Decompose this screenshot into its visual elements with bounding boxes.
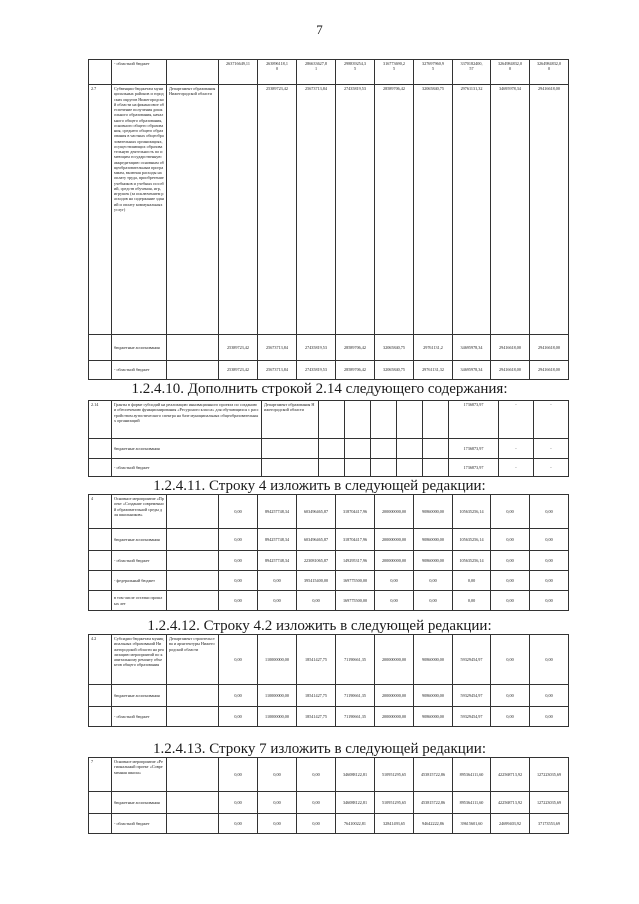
row-name: Основное мероприятие «Региональный проект «Современная школа» <box>112 758 167 792</box>
cell: 71190661,35 <box>336 685 375 707</box>
row-executor <box>167 495 219 529</box>
cell: 110000000,00 <box>258 685 297 707</box>
cell: 0,00 <box>530 495 569 529</box>
cell <box>262 459 319 477</box>
cell: 510951295,65 <box>375 792 414 814</box>
row-executor <box>167 529 219 551</box>
cell: 169775500,00 <box>336 571 375 591</box>
page-number: 7 <box>316 22 323 37</box>
cell: 1736873,97 <box>449 401 499 439</box>
cell <box>371 459 397 477</box>
cell: 0,00 <box>453 591 491 611</box>
row-name: Гранты в форме субсидий на реализацию инновационного проекта по созданию и обеспечению функционирования «Ресурсного класса» для обучающихся с расстройством аутистического спектра на базе муниципальных общеобразовательных организаций <box>112 401 262 439</box>
cell: 127223035,69 <box>530 792 569 814</box>
cell: 169775500,00 <box>336 591 375 611</box>
row-executor <box>167 551 219 571</box>
cell: 29416618,00 <box>530 361 569 380</box>
cell: 25673713,84 <box>258 335 297 361</box>
cell: 28589706,42 <box>336 335 375 361</box>
cell: 0,00 <box>375 571 414 591</box>
cell: 263896118,1 0 <box>258 60 297 85</box>
row-number <box>89 792 112 814</box>
cell: 24699403,92 <box>491 814 530 834</box>
cell: 105635256,14 <box>453 551 491 571</box>
cell: 105635256,14 <box>453 495 491 529</box>
cell: 29761131,32 <box>453 85 491 335</box>
cell: 0,00 <box>297 758 336 792</box>
cell: 25389723,42 <box>219 361 258 380</box>
table-row-4 <box>88 494 569 611</box>
cell: - <box>499 459 534 477</box>
cell: 29416618,00 <box>491 335 530 361</box>
cell: 25673713,84 <box>297 85 336 335</box>
cell: 298839254,3 5 <box>336 60 375 85</box>
cell: 90860000,00 <box>414 551 453 571</box>
cell: 0,00 <box>530 707 569 727</box>
cell: 28589706,42 <box>375 85 414 335</box>
cell: 71190661,35 <box>336 707 375 727</box>
cell: 0,00 <box>258 758 297 792</box>
cell: 0,00 <box>219 635 258 685</box>
cell <box>167 361 219 380</box>
row-executor <box>167 792 219 814</box>
cell: 510951295,65 <box>375 758 414 792</box>
cell: 0,00 <box>219 571 258 591</box>
cell: 0,00 <box>414 591 453 611</box>
cell: 0,00 <box>530 529 569 551</box>
row-executor: Департамент образования Нижегородской области <box>262 401 319 439</box>
row-number <box>89 591 112 611</box>
cell: 37173553,69 <box>530 814 569 834</box>
cell: 18541427,75 <box>297 707 336 727</box>
row-number <box>89 551 112 571</box>
cell <box>319 439 345 459</box>
cell <box>345 401 371 439</box>
row-executor <box>167 685 219 707</box>
cell: 34695978,34 <box>453 361 491 380</box>
cell: 90860000,00 <box>414 635 453 685</box>
cell: 0,00 <box>258 571 297 591</box>
section-heading-1-2-4-13: 1.2.4.13. Строку 7 изложить в следующей редакции: <box>152 741 487 757</box>
cell: 346088122,81 <box>336 792 375 814</box>
cell: 0,00 <box>219 758 258 792</box>
cell: 90860000,00 <box>414 685 453 707</box>
cell <box>89 361 112 380</box>
cell: 0,00 <box>219 707 258 727</box>
cell: 395415400,00 <box>297 571 336 591</box>
cell: 32065840,75 <box>375 361 414 380</box>
cell: 25673713,84 <box>258 361 297 380</box>
cell: 59329454,97 <box>453 685 491 707</box>
cell <box>423 401 449 439</box>
row-name: Субсидии бюджетам муниципальных образований Нижегородской области на реализацию мероприятий по капитальному ремонту объектов общего образования <box>112 635 167 685</box>
cell <box>89 439 112 459</box>
cell: 223081065,87 <box>297 551 336 571</box>
cell: 90860000,00 <box>414 495 453 529</box>
cell: 286633627,8 1 <box>297 60 336 85</box>
cell: - <box>534 439 569 459</box>
cell: 0,00 <box>491 529 530 551</box>
cell: 0,00 <box>297 792 336 814</box>
row-executor: Департамент строительства и архитектуры Нижегородской области <box>167 635 219 685</box>
cell: 603496465,87 <box>297 529 336 551</box>
cell: 149295317,96 <box>336 551 375 571</box>
cell: 0,00 <box>219 814 258 834</box>
row-number <box>89 814 112 834</box>
cell: 0,00 <box>258 814 297 834</box>
cell: 29761131,2 <box>414 335 453 361</box>
row-name: бюджетные ассигнования <box>112 685 167 707</box>
cell: 59329454,97 <box>453 635 491 685</box>
cell: 0,00 <box>491 495 530 529</box>
cell: - <box>534 401 569 439</box>
cell <box>423 459 449 477</box>
cell: 200000000,00 <box>375 551 414 571</box>
cell: 0,00 <box>297 814 336 834</box>
cell: 0,00 <box>219 591 258 611</box>
cell <box>371 439 397 459</box>
cell: 59329454,97 <box>453 707 491 727</box>
cell: 28589706,42 <box>336 361 375 380</box>
cell: 0,00 <box>258 792 297 814</box>
cell: 90860000,00 <box>414 529 453 551</box>
cell: 0,00 <box>375 591 414 611</box>
cell: 0,00 <box>491 707 530 727</box>
cell: 29416618,00 <box>491 361 530 380</box>
row-name: бюджетные ассигнования <box>112 529 167 551</box>
cell: 895364111,60 <box>453 758 491 792</box>
cell: 127223035,69 <box>530 758 569 792</box>
row-name: бюджетные ассигнования <box>112 792 167 814</box>
row-name: Субвенции бюджетам муниципальных районов и городских округов Нижегородской области на финансовое обеспечение получения дошкольного образования, начального общего образования, основного общего образования, среднего общего образования в частных общеобразовательных организациях, осуществляющих образовательную деятельность по имеющим государственную аккредитацию основным общеобразовательным программам, включая расходы на оплату труда, приобретение учебников и учебных пособий, средств обучения, игр, игрушек (за исключением расходов на содержание зданий и оплату коммунальных услуг) <box>112 85 167 335</box>
cell <box>397 459 423 477</box>
cell: 894257748,34 <box>258 495 297 529</box>
cell: - областной бюджет <box>112 459 262 477</box>
row-number: 2.14 <box>89 401 112 439</box>
cell: 34695978,34 <box>453 335 491 361</box>
cell: 263716649,11 <box>219 60 258 85</box>
cell: - областной бюджет <box>112 60 167 85</box>
row-executor <box>167 707 219 727</box>
cell: 94642222,86 <box>414 814 453 834</box>
cell: 0,00 <box>219 529 258 551</box>
cell: 32841493,65 <box>375 814 414 834</box>
cell: 3264984832,0 0 <box>530 60 569 85</box>
row-executor <box>167 758 219 792</box>
cell: 18541427,75 <box>297 685 336 707</box>
cell: 39615601,60 <box>453 814 491 834</box>
cell: 316773690,2 5 <box>375 60 414 85</box>
cell: 453815722,86 <box>414 758 453 792</box>
table-row-2-7 <box>88 59 569 380</box>
cell: - <box>534 459 569 477</box>
cell: 0,00 <box>491 685 530 707</box>
cell: бюджетные ассигнования <box>112 439 262 459</box>
cell: 422568713,92 <box>491 758 530 792</box>
cell: 327697960,9 5 <box>414 60 453 85</box>
section-heading-1-2-4-10: 1.2.4.10. Дополнить строкой 2.14 следующего содержания: <box>131 381 508 397</box>
cell: 1736873,97 <box>449 459 499 477</box>
cell: 0,00 <box>530 635 569 685</box>
cell: 603496465,87 <box>297 495 336 529</box>
cell: 0,00 <box>414 571 453 591</box>
cell: 110000000,00 <box>258 635 297 685</box>
row-name: Основное мероприятие «Проект «Создание современной образовательной среды для школьников» <box>112 495 167 529</box>
row-name: - областной бюджет <box>112 814 167 834</box>
cell: 200000000,00 <box>375 707 414 727</box>
cell <box>167 60 219 85</box>
cell: 1736873,97 <box>449 439 499 459</box>
cell <box>89 459 112 477</box>
cell: 0,00 <box>453 571 491 591</box>
row-number <box>89 707 112 727</box>
row-executor: Департамент образования Нижегородской области <box>167 85 219 335</box>
cell: 318704417,96 <box>336 495 375 529</box>
table-row-4-2 <box>88 634 569 727</box>
section-heading-1-2-4-11: 1.2.4.11. Строку 4 изложить в следующей редакции: <box>153 478 486 494</box>
cell: 27435819,53 <box>297 361 336 380</box>
row-name: в том числе остатки прошлых лет <box>112 591 167 611</box>
cell: 0,00 <box>530 591 569 611</box>
cell: 0,00 <box>219 495 258 529</box>
row-number: 2.7 <box>89 85 112 335</box>
row-number <box>89 685 112 707</box>
cell: 895364111,60 <box>453 792 491 814</box>
cell: 0,00 <box>491 571 530 591</box>
cell: 894257748,34 <box>258 529 297 551</box>
cell: 0,00 <box>219 792 258 814</box>
table-row-7 <box>88 757 569 834</box>
cell: 76410022,81 <box>336 814 375 834</box>
cell: - <box>499 401 534 439</box>
row-number <box>89 571 112 591</box>
cell: 0,00 <box>491 591 530 611</box>
cell: 200000000,00 <box>375 685 414 707</box>
cell: 200000000,00 <box>375 495 414 529</box>
cell: 18541427,75 <box>297 635 336 685</box>
cell <box>219 85 258 335</box>
cell: 110000000,00 <box>258 707 297 727</box>
row-number: 7 <box>89 758 112 792</box>
cell: 25389723,42 <box>219 335 258 361</box>
cell: 32065840,75 <box>414 85 453 335</box>
cell: 318704417,96 <box>336 529 375 551</box>
cell: - <box>499 439 534 459</box>
cell: 3264984832,0 0 <box>491 60 530 85</box>
cell <box>167 335 219 361</box>
cell <box>371 401 397 439</box>
cell: 0,00 <box>530 571 569 591</box>
cell: 71190661,35 <box>336 635 375 685</box>
cell: бюджетные ассигнования <box>112 335 167 361</box>
cell: 453815722,86 <box>414 792 453 814</box>
cell: 105635256,14 <box>453 529 491 551</box>
section-heading-1-2-4-12: 1.2.4.12. Строку 4.2 изложить в следующей редакции: <box>147 618 492 634</box>
cell: 0,00 <box>491 635 530 685</box>
row-number: 4.2 <box>89 635 112 685</box>
cell: - областной бюджет <box>112 361 167 380</box>
cell <box>89 60 112 85</box>
row-executor <box>167 591 219 611</box>
cell: 29416618,00 <box>530 335 569 361</box>
cell: 0,00 <box>530 685 569 707</box>
cell <box>319 401 345 439</box>
cell: 25389723,42 <box>258 85 297 335</box>
cell: 0,00 <box>491 551 530 571</box>
cell: 0,00 <box>258 591 297 611</box>
cell: 200000000,00 <box>375 529 414 551</box>
cell: 0,00 <box>219 551 258 571</box>
row-name: - областной бюджет <box>112 707 167 727</box>
row-name: - областной бюджет <box>112 551 167 571</box>
cell <box>319 459 345 477</box>
row-executor <box>167 814 219 834</box>
row-name: - федеральный бюджет <box>112 571 167 591</box>
cell: 894257748,34 <box>258 551 297 571</box>
cell: 29761131,32 <box>414 361 453 380</box>
cell: 0,00 <box>297 591 336 611</box>
cell: 29416618,00 <box>530 85 569 335</box>
cell: 27435819,53 <box>297 335 336 361</box>
cell <box>345 439 371 459</box>
cell: 32065840,75 <box>375 335 414 361</box>
cell: 27435819,53 <box>336 85 375 335</box>
cell: 346088122,81 <box>336 758 375 792</box>
row-executor <box>167 571 219 591</box>
cell <box>397 401 423 439</box>
row-number: 4 <box>89 495 112 529</box>
cell <box>262 439 319 459</box>
cell <box>423 439 449 459</box>
cell <box>397 439 423 459</box>
cell: 90860000,00 <box>414 707 453 727</box>
cell: 422568713,92 <box>491 792 530 814</box>
cell: 0,00 <box>530 551 569 571</box>
table-row-2-14 <box>88 400 569 477</box>
cell: 3370182400, 57 <box>453 60 491 85</box>
row-number <box>89 529 112 551</box>
cell <box>345 459 371 477</box>
cell: 34695978,34 <box>491 85 530 335</box>
cell: 200000000,00 <box>375 635 414 685</box>
cell <box>89 335 112 361</box>
cell: 0,00 <box>219 685 258 707</box>
